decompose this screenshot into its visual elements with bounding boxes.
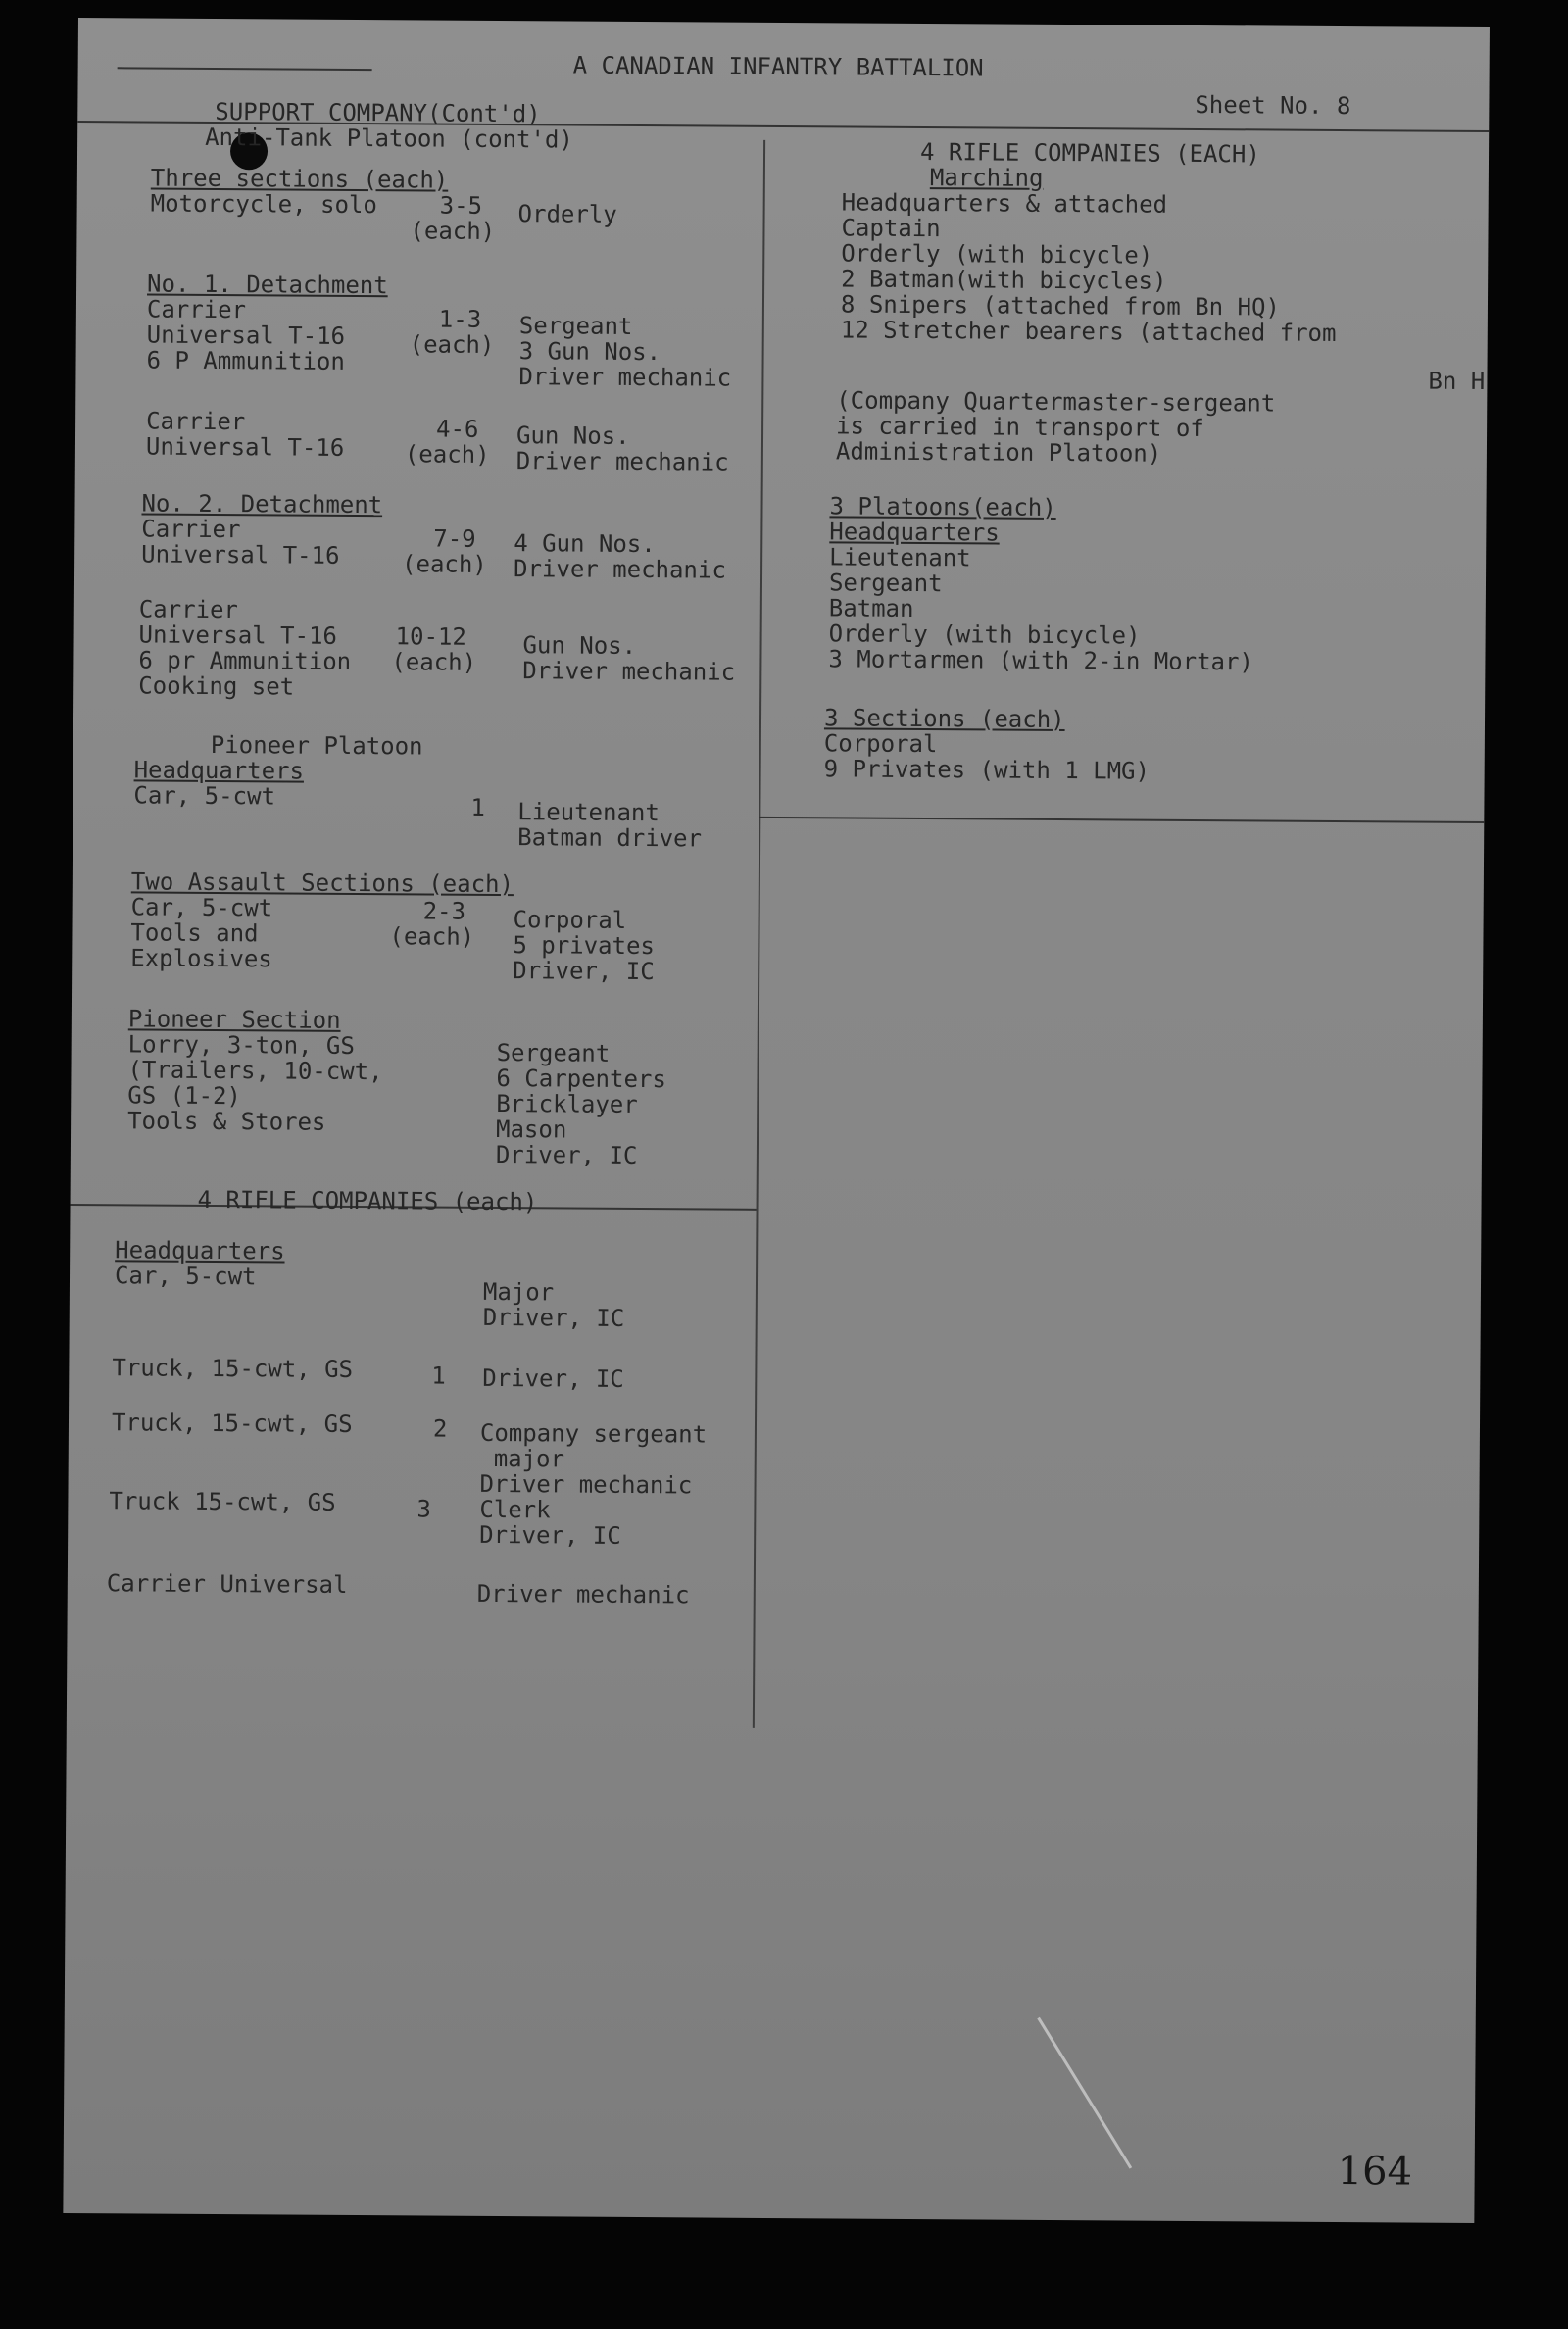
personnel: Driver mechanic xyxy=(476,1579,690,1610)
vehicle: Universal T-16 xyxy=(138,620,337,650)
personnel: Major xyxy=(482,1277,555,1307)
personnel-continued: Bn H xyxy=(1428,367,1486,396)
personnel: Corporal xyxy=(513,906,627,934)
vehicle: Motorcycle, solo xyxy=(150,189,377,220)
personnel: 4 Gun Nos. xyxy=(514,529,656,559)
vehicle: Tools & Stores xyxy=(127,1107,326,1136)
personnel: Sergeant xyxy=(828,569,943,598)
each-label: (each) xyxy=(410,217,496,245)
personnel: Gun Nos. xyxy=(522,631,637,660)
vehicle: Car, 5-cwt xyxy=(130,893,273,922)
vehicle-number: 2-3 xyxy=(422,897,466,925)
pioneer-platoon-heading: Pioneer Platoon xyxy=(210,730,423,761)
vehicle-number: 1 xyxy=(470,793,485,821)
vehicle: Car, 5-cwt xyxy=(114,1262,257,1291)
marching-heading: Marching xyxy=(929,164,1044,192)
vehicle: Carrier xyxy=(146,295,247,324)
company-heading: SUPPORT COMPANY(Cont'd) xyxy=(215,97,541,128)
personnel: Lieutenant xyxy=(517,798,660,827)
personnel: Driver mechanic xyxy=(513,555,726,584)
vehicle-number: 10-12 xyxy=(395,622,466,651)
personnel: Captain xyxy=(841,214,941,243)
each-label: (each) xyxy=(391,648,477,676)
each-label: (each) xyxy=(409,330,495,359)
personnel: 6 Carpenters xyxy=(496,1065,666,1094)
personnel: Batman driver xyxy=(517,823,703,853)
personnel: Clerk xyxy=(479,1495,551,1524)
sheet-number: Sheet No. 8 xyxy=(1195,90,1351,121)
platoon-hq-heading: Headquarters xyxy=(829,518,1000,547)
personnel: 2 Batman(with bicycles) xyxy=(841,265,1167,295)
vehicle-number: 4-6 xyxy=(435,415,479,443)
personnel: Sergeant xyxy=(496,1039,611,1067)
pioneer-section-heading: Pioneer Section xyxy=(127,1005,341,1034)
personnel: major xyxy=(493,1444,565,1473)
personnel: Orderly (with bicycle) xyxy=(841,239,1153,270)
vehicle: 6 pr Ammunition xyxy=(138,646,352,675)
vehicle: Carrier xyxy=(138,595,239,624)
vehicle: Truck 15-cwt, GS xyxy=(109,1487,336,1516)
vehicle: Carrier xyxy=(146,407,246,436)
personnel: 3 Mortarmen (with 2-in Mortar) xyxy=(828,645,1254,676)
each-label: (each) xyxy=(389,922,475,951)
film-scratch xyxy=(1037,2017,1132,2169)
vehicle: (Trailers, 10-cwt, xyxy=(127,1056,383,1086)
personnel: Gun Nos. xyxy=(515,421,630,450)
vehicle: Universal T-16 xyxy=(145,432,345,462)
personnel: Driver, IC xyxy=(479,1520,621,1550)
vehicle: Carrier xyxy=(141,515,241,544)
vehicle-number: 3 xyxy=(416,1495,431,1523)
personnel: Driver, IC xyxy=(495,1141,638,1170)
hq-attached: Headquarters & attached xyxy=(841,188,1168,219)
pioneer-hq-heading: Headquarters xyxy=(133,756,305,785)
personnel: Lieutenant xyxy=(829,543,971,572)
vehicle: Truck, 15-cwt, GS xyxy=(112,1354,354,1383)
sections-heading: Three sections (each) xyxy=(150,164,449,194)
personnel: Driver mechanic xyxy=(522,657,736,686)
personnel: Driver mechanic xyxy=(515,447,729,476)
personnel: 3 Gun Nos. xyxy=(518,337,662,367)
detachment-1-heading: No. 1. Detachment xyxy=(147,270,388,300)
note: Administration Platoon) xyxy=(835,437,1162,468)
right-section-rule xyxy=(759,817,1484,823)
vehicle: Carrier Universal xyxy=(106,1569,348,1599)
note: (Company Quartermaster-sergeant xyxy=(836,386,1276,418)
personnel: Driver mechanic xyxy=(518,363,732,392)
document-page xyxy=(63,18,1490,2223)
each-label: (each) xyxy=(404,440,490,469)
document-title: A CANADIAN INFANTRY BATTALION xyxy=(572,51,984,82)
personnel: Company sergeant xyxy=(479,1418,708,1449)
vehicle: Tools and xyxy=(130,918,259,948)
column-divider xyxy=(753,140,765,1728)
sections-heading: 3 Sections (each) xyxy=(823,704,1065,734)
rifle-companies-heading: 4 RIFLE COMPANIES (each) xyxy=(197,1185,538,1216)
personnel: Driver mechanic xyxy=(479,1469,693,1500)
personnel: Corporal xyxy=(823,729,938,759)
each-label: (each) xyxy=(402,550,487,578)
handwritten-page-mark: 164 xyxy=(1337,2149,1413,2195)
vehicle: Universal T-16 xyxy=(141,540,340,570)
vehicle: Truck, 15-cwt, GS xyxy=(111,1409,353,1438)
vehicle: Explosives xyxy=(130,944,272,973)
vehicle: Car, 5-cwt xyxy=(133,781,276,811)
personnel: Driver, IC xyxy=(513,957,655,986)
vehicle: Lorry, 3-ton, GS xyxy=(127,1030,355,1060)
assault-sections-heading: Two Assault Sections (each) xyxy=(130,867,514,899)
personnel: Batman xyxy=(828,594,914,622)
vehicle: GS (1-2) xyxy=(127,1081,242,1111)
vehicle-number: 2 xyxy=(432,1414,448,1443)
personnel: 8 Snipers (attached from Bn HQ) xyxy=(840,290,1281,322)
note: is carried in transport of xyxy=(836,412,1204,443)
platoon-heading: Anti-Tank Platoon (cont'd) xyxy=(205,123,573,154)
vehicle-number: 7-9 xyxy=(433,524,476,553)
rifle-hq-heading: Headquarters xyxy=(115,1236,285,1265)
vehicle-number: 3-5 xyxy=(439,191,483,220)
detachment-2-heading: No. 2. Detachment xyxy=(141,489,383,520)
personnel: Driver, IC xyxy=(482,1363,624,1393)
personnel: Driver, IC xyxy=(482,1303,625,1332)
personnel: Bricklayer xyxy=(496,1090,638,1119)
platoons-heading: 3 Platoons(each) xyxy=(829,492,1056,521)
vehicle-number: 1-3 xyxy=(438,305,482,333)
vehicle: Cooking set xyxy=(138,671,295,701)
right-heading: 4 RIFLE COMPANIES (EACH) xyxy=(919,138,1260,169)
personnel: Mason xyxy=(495,1115,567,1144)
personnel: Orderly xyxy=(517,200,617,228)
vehicle-number: 1 xyxy=(431,1362,446,1390)
top-rule xyxy=(118,67,372,71)
personnel: 9 Privates (with 1 LMG) xyxy=(823,755,1151,785)
vehicle: Universal T-16 xyxy=(146,321,346,350)
personnel: 5 privates xyxy=(513,931,655,961)
personnel: 12 Stretcher bearers (attached from xyxy=(840,316,1337,347)
personnel: Orderly (with bicycle) xyxy=(828,619,1141,650)
vehicle: 6 P Ammunition xyxy=(146,346,345,375)
personnel: Sergeant xyxy=(518,312,633,340)
